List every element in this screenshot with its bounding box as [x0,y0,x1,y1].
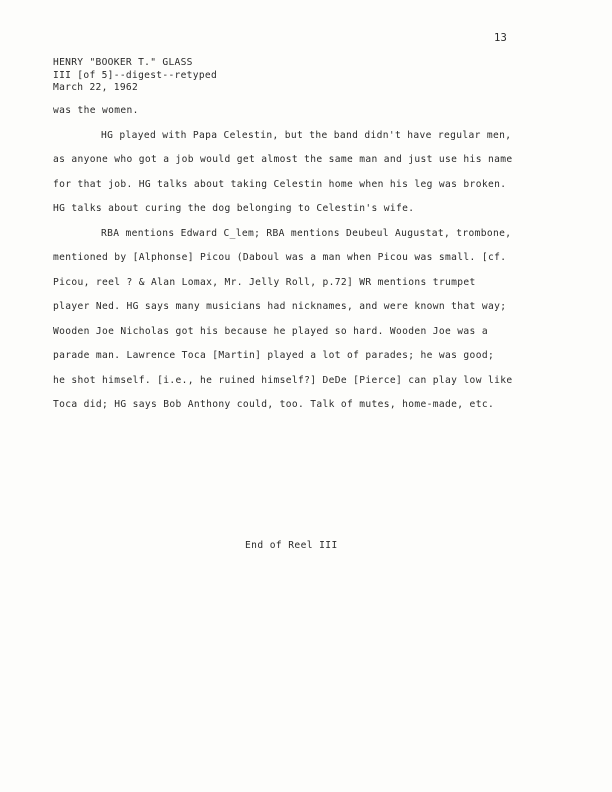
body-line: HG played with Papa Celestin, but the band didn't have regular men, [101,129,512,141]
end-of-reel: End of Reel III [245,540,338,551]
transcript-body [53,105,563,424]
body-line: as anyone who got a job would get almost the same man and just use his name [53,154,513,165]
header-date: March 22, 1962 [53,82,139,93]
body-line: he shot himself. [i.e., he ruined himself?] DeDe [Pierce] can play low like [53,374,513,386]
body-line: HG talks about curing the dog belonging to Celestin's wife. [53,203,415,214]
transcript-header [53,57,217,95]
page-number: 13 [494,32,508,44]
body-line: RBA mentions Edward C_lem; RBA mentions Deubeul Augustat, trombone, [101,227,512,239]
body-line: was the women. [53,105,139,116]
body-line: parade man. Lawrence Toca [Martin] played a lot of parades; he was good; [53,350,495,361]
body-line: Toca did; HG says Bob Anthony could, too. Talk of mutes, home-made, etc. [53,399,495,410]
header-title: HENRY "BOOKER T." GLASS [53,57,193,68]
body-line: player Ned. HG says many musicians had nicknames, and were known that way; [53,301,507,312]
body-line: for that job. HG talks about taking Celestin home when his leg was broken. [53,178,507,190]
body-line: Picou, reel ? & Alan Lomax, Mr. Jelly Roll, p.72] WR mentions trumpet [53,276,476,288]
header-reel-info: III [of 5]--digest--retyped [53,69,218,81]
body-line: mentioned by [Alphonse] Picou (Daboul was a man when Picou was small. [cf. [53,252,507,263]
body-line: Wooden Joe Nicholas got his because he played so hard. Wooden Joe was a [53,325,488,337]
